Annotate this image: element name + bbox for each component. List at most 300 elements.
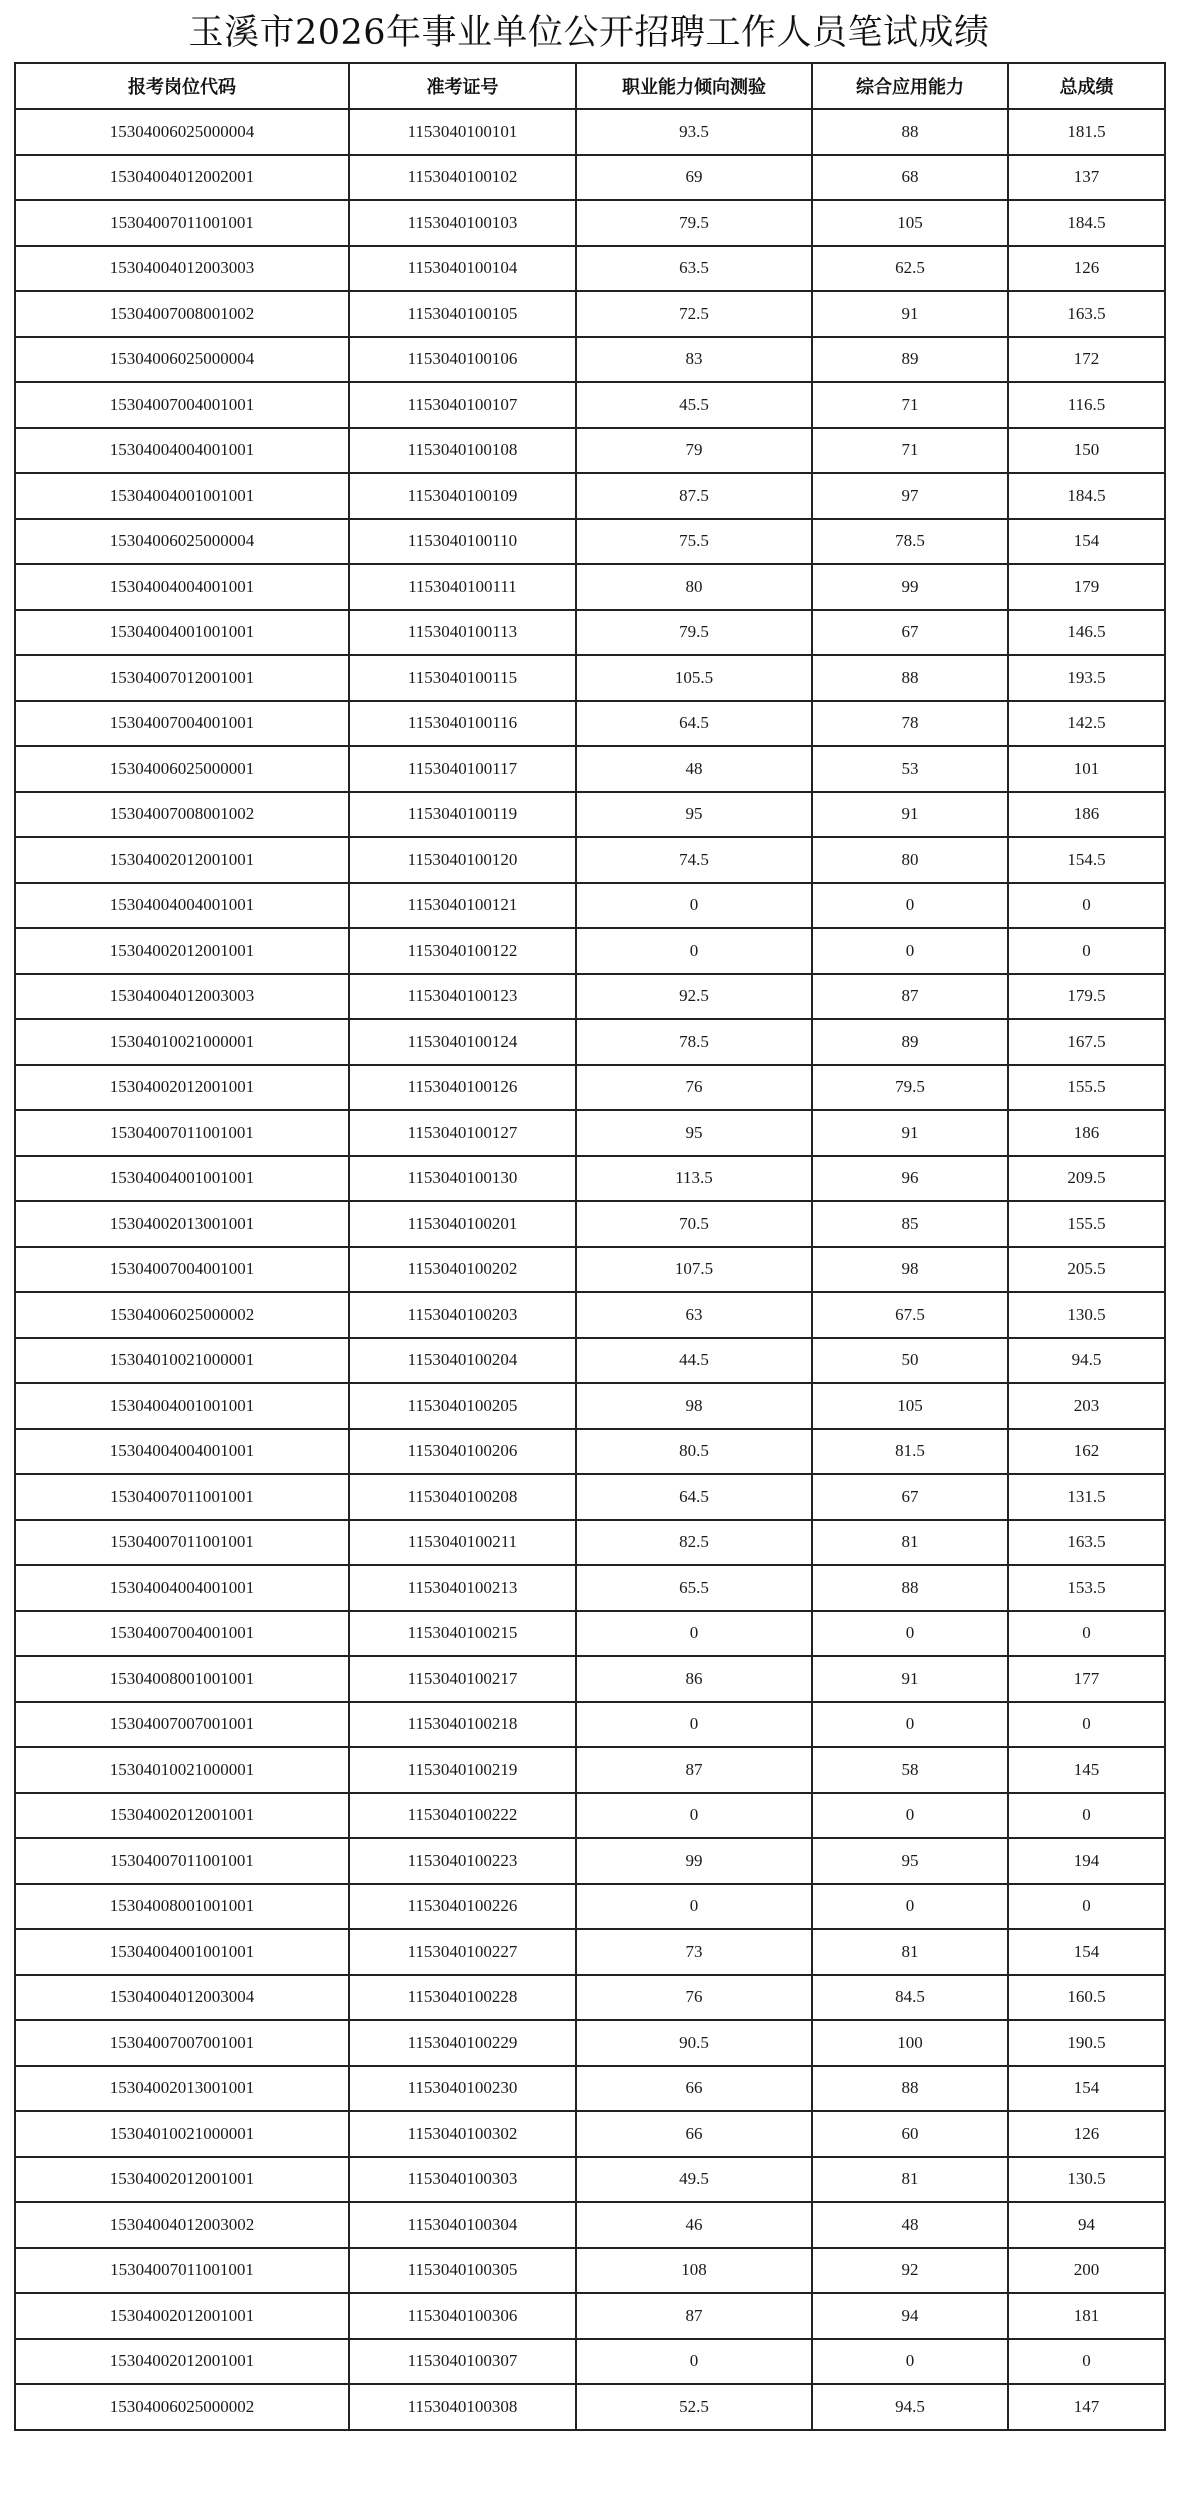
applied-ability-score-cell: 67 xyxy=(812,1474,1008,1520)
table-row xyxy=(15,1019,1165,1065)
position-code-cell: 15304002012001001 xyxy=(15,2157,349,2203)
aptitude-score-cell: 66 xyxy=(576,2066,812,2112)
aptitude-score-cell: 0 xyxy=(576,1793,812,1839)
table-row xyxy=(15,2384,1165,2430)
table-row xyxy=(15,1838,1165,1884)
aptitude-score-cell: 70.5 xyxy=(576,1201,812,1247)
admission-number-cell: 1153040100211 xyxy=(349,1520,576,1566)
position-code-cell: 15304002012001001 xyxy=(15,928,349,974)
admission-number-cell: 1153040100102 xyxy=(349,155,576,201)
aptitude-score-cell: 0 xyxy=(576,1611,812,1657)
admission-number-cell: 1153040100201 xyxy=(349,1201,576,1247)
admission-number-cell: 1153040100127 xyxy=(349,1110,576,1156)
position-code-cell: 15304007011001001 xyxy=(15,1110,349,1156)
admission-number-cell: 1153040100116 xyxy=(349,701,576,747)
total-score-cell: 130.5 xyxy=(1008,1292,1165,1338)
applied-ability-score-cell: 81 xyxy=(812,1520,1008,1566)
total-score-cell: 153.5 xyxy=(1008,1565,1165,1611)
total-score-cell: 154 xyxy=(1008,1929,1165,1975)
admission-number-cell: 1153040100230 xyxy=(349,2066,576,2112)
applied-ability-score-cell: 91 xyxy=(812,792,1008,838)
applied-ability-score-cell: 95 xyxy=(812,1838,1008,1884)
aptitude-score-cell: 92.5 xyxy=(576,974,812,1020)
table-row xyxy=(15,382,1165,428)
total-score-cell: 131.5 xyxy=(1008,1474,1165,1520)
position-code-cell: 15304006025000001 xyxy=(15,746,349,792)
table-row xyxy=(15,1656,1165,1702)
admission-number-cell: 1153040100205 xyxy=(349,1383,576,1429)
table-row xyxy=(15,837,1165,883)
aptitude-score-cell: 79.5 xyxy=(576,610,812,656)
applied-ability-score-cell: 100 xyxy=(812,2020,1008,2066)
total-score-cell: 209.5 xyxy=(1008,1156,1165,1202)
position-code-cell: 15304004004001001 xyxy=(15,883,349,929)
table-row xyxy=(15,1474,1165,1520)
aptitude-score-cell: 52.5 xyxy=(576,2384,812,2430)
table-row xyxy=(15,1929,1165,1975)
applied-ability-score-cell: 0 xyxy=(812,1611,1008,1657)
aptitude-score-cell: 64.5 xyxy=(576,1474,812,1520)
position-code-cell: 15304002012001001 xyxy=(15,2293,349,2339)
admission-number-cell: 1153040100110 xyxy=(349,519,576,565)
applied-ability-score-cell: 88 xyxy=(812,655,1008,701)
admission-number-cell: 1153040100115 xyxy=(349,655,576,701)
admission-number-cell: 1153040100208 xyxy=(349,1474,576,1520)
applied-ability-score-cell: 89 xyxy=(812,337,1008,383)
applied-ability-score-cell: 68 xyxy=(812,155,1008,201)
admission-number-cell: 1153040100303 xyxy=(349,2157,576,2203)
admission-number-cell: 1153040100215 xyxy=(349,1611,576,1657)
total-score-cell: 0 xyxy=(1008,1702,1165,1748)
aptitude-score-cell: 82.5 xyxy=(576,1520,812,1566)
total-score-cell: 130.5 xyxy=(1008,2157,1165,2203)
applied-ability-score-cell: 71 xyxy=(812,382,1008,428)
admission-number-cell: 1153040100227 xyxy=(349,1929,576,1975)
applied-ability-score-cell: 53 xyxy=(812,746,1008,792)
applied-ability-score-cell: 88 xyxy=(812,1565,1008,1611)
admission-number-cell: 1153040100204 xyxy=(349,1338,576,1384)
admission-number-cell: 1153040100202 xyxy=(349,1247,576,1293)
table-row xyxy=(15,610,1165,656)
admission-number-cell: 1153040100130 xyxy=(349,1156,576,1202)
table-row xyxy=(15,2020,1165,2066)
table-row xyxy=(15,928,1165,974)
applied-ability-score-cell: 94.5 xyxy=(812,2384,1008,2430)
table-row xyxy=(15,1793,1165,1839)
position-code-cell: 15304007008001002 xyxy=(15,291,349,337)
total-score-cell: 167.5 xyxy=(1008,1019,1165,1065)
position-code-cell: 15304002013001001 xyxy=(15,1201,349,1247)
table-row xyxy=(15,1429,1165,1475)
applied-ability-score-cell: 105 xyxy=(812,200,1008,246)
admission-number-cell: 1153040100111 xyxy=(349,564,576,610)
applied-ability-score-cell: 91 xyxy=(812,1110,1008,1156)
table-row xyxy=(15,428,1165,474)
table-row xyxy=(15,1201,1165,1247)
applied-ability-score-cell: 96 xyxy=(812,1156,1008,1202)
admission-number-cell: 1153040100218 xyxy=(349,1702,576,1748)
header-position-code: 报考岗位代码 xyxy=(15,63,349,109)
applied-ability-score-cell: 92 xyxy=(812,2248,1008,2294)
admission-number-cell: 1153040100104 xyxy=(349,246,576,292)
total-score-cell: 0 xyxy=(1008,1611,1165,1657)
aptitude-score-cell: 76 xyxy=(576,1065,812,1111)
position-code-cell: 15304008001001001 xyxy=(15,1884,349,1930)
admission-number-cell: 1153040100119 xyxy=(349,792,576,838)
aptitude-score-cell: 107.5 xyxy=(576,1247,812,1293)
position-code-cell: 15304004004001001 xyxy=(15,428,349,474)
total-score-cell: 177 xyxy=(1008,1656,1165,1702)
position-code-cell: 15304007011001001 xyxy=(15,200,349,246)
applied-ability-score-cell: 98 xyxy=(812,1247,1008,1293)
header-total-score: 总成绩 xyxy=(1008,63,1165,109)
applied-ability-score-cell: 0 xyxy=(812,1884,1008,1930)
table-row xyxy=(15,883,1165,929)
applied-ability-score-cell: 84.5 xyxy=(812,1975,1008,2021)
position-code-cell: 15304007008001002 xyxy=(15,792,349,838)
applied-ability-score-cell: 85 xyxy=(812,1201,1008,1247)
position-code-cell: 15304007011001001 xyxy=(15,1474,349,1520)
position-code-cell: 15304004012003003 xyxy=(15,246,349,292)
aptitude-score-cell: 48 xyxy=(576,746,812,792)
aptitude-score-cell: 108 xyxy=(576,2248,812,2294)
total-score-cell: 0 xyxy=(1008,883,1165,929)
applied-ability-score-cell: 88 xyxy=(812,109,1008,155)
total-score-cell: 179 xyxy=(1008,564,1165,610)
table-row xyxy=(15,291,1165,337)
total-score-cell: 0 xyxy=(1008,928,1165,974)
table-row xyxy=(15,109,1165,155)
applied-ability-score-cell: 48 xyxy=(812,2202,1008,2248)
admission-number-cell: 1153040100302 xyxy=(349,2111,576,2157)
aptitude-score-cell: 98 xyxy=(576,1383,812,1429)
total-score-cell: 145 xyxy=(1008,1747,1165,1793)
position-code-cell: 15304007007001001 xyxy=(15,1702,349,1748)
aptitude-score-cell: 73 xyxy=(576,1929,812,1975)
total-score-cell: 181 xyxy=(1008,2293,1165,2339)
admission-number-cell: 1153040100228 xyxy=(349,1975,576,2021)
position-code-cell: 15304007004001001 xyxy=(15,382,349,428)
total-score-cell: 186 xyxy=(1008,1110,1165,1156)
applied-ability-score-cell: 79.5 xyxy=(812,1065,1008,1111)
aptitude-score-cell: 95 xyxy=(576,1110,812,1156)
table-row xyxy=(15,200,1165,246)
aptitude-score-cell: 78.5 xyxy=(576,1019,812,1065)
total-score-cell: 150 xyxy=(1008,428,1165,474)
applied-ability-score-cell: 58 xyxy=(812,1747,1008,1793)
admission-number-cell: 1153040100206 xyxy=(349,1429,576,1475)
table-row xyxy=(15,1247,1165,1293)
total-score-cell: 155.5 xyxy=(1008,1201,1165,1247)
position-code-cell: 15304007011001001 xyxy=(15,2248,349,2294)
table-row xyxy=(15,337,1165,383)
total-score-cell: 94 xyxy=(1008,2202,1165,2248)
aptitude-score-cell: 79.5 xyxy=(576,200,812,246)
admission-number-cell: 1153040100106 xyxy=(349,337,576,383)
header-applied-ability: 综合应用能力 xyxy=(812,63,1008,109)
aptitude-score-cell: 80.5 xyxy=(576,1429,812,1475)
total-score-cell: 184.5 xyxy=(1008,200,1165,246)
total-score-cell: 154.5 xyxy=(1008,837,1165,883)
admission-number-cell: 1153040100219 xyxy=(349,1747,576,1793)
aptitude-score-cell: 69 xyxy=(576,155,812,201)
aptitude-score-cell: 87.5 xyxy=(576,473,812,519)
aptitude-score-cell: 46 xyxy=(576,2202,812,2248)
total-score-cell: 163.5 xyxy=(1008,291,1165,337)
table-row xyxy=(15,1884,1165,1930)
table-row xyxy=(15,519,1165,565)
table-row xyxy=(15,1110,1165,1156)
aptitude-score-cell: 87 xyxy=(576,1747,812,1793)
position-code-cell: 15304004012002001 xyxy=(15,155,349,201)
table-row xyxy=(15,1292,1165,1338)
aptitude-score-cell: 72.5 xyxy=(576,291,812,337)
position-code-cell: 15304004004001001 xyxy=(15,564,349,610)
aptitude-score-cell: 87 xyxy=(576,2293,812,2339)
applied-ability-score-cell: 50 xyxy=(812,1338,1008,1384)
aptitude-score-cell: 74.5 xyxy=(576,837,812,883)
position-code-cell: 15304007004001001 xyxy=(15,1611,349,1657)
position-code-cell: 15304010021000001 xyxy=(15,2111,349,2157)
applied-ability-score-cell: 60 xyxy=(812,2111,1008,2157)
admission-number-cell: 1153040100308 xyxy=(349,2384,576,2430)
admission-number-cell: 1153040100305 xyxy=(349,2248,576,2294)
position-code-cell: 15304006025000004 xyxy=(15,337,349,383)
table-row xyxy=(15,1565,1165,1611)
applied-ability-score-cell: 78.5 xyxy=(812,519,1008,565)
table-row xyxy=(15,1156,1165,1202)
aptitude-score-cell: 0 xyxy=(576,928,812,974)
applied-ability-score-cell: 0 xyxy=(812,1793,1008,1839)
total-score-cell: 126 xyxy=(1008,2111,1165,2157)
position-code-cell: 15304004001001001 xyxy=(15,610,349,656)
admission-number-cell: 1153040100304 xyxy=(349,2202,576,2248)
applied-ability-score-cell: 71 xyxy=(812,428,1008,474)
table-row xyxy=(15,1747,1165,1793)
applied-ability-score-cell: 88 xyxy=(812,2066,1008,2112)
position-code-cell: 15304006025000004 xyxy=(15,109,349,155)
aptitude-score-cell: 0 xyxy=(576,1702,812,1748)
total-score-cell: 94.5 xyxy=(1008,1338,1165,1384)
table-row xyxy=(15,792,1165,838)
applied-ability-score-cell: 80 xyxy=(812,837,1008,883)
total-score-cell: 181.5 xyxy=(1008,109,1165,155)
total-score-cell: 147 xyxy=(1008,2384,1165,2430)
table-row xyxy=(15,2202,1165,2248)
admission-number-cell: 1153040100213 xyxy=(349,1565,576,1611)
applied-ability-score-cell: 0 xyxy=(812,1702,1008,1748)
total-score-cell: 146.5 xyxy=(1008,610,1165,656)
table-row xyxy=(15,1065,1165,1111)
position-code-cell: 15304004004001001 xyxy=(15,1565,349,1611)
total-score-cell: 194 xyxy=(1008,1838,1165,1884)
applied-ability-score-cell: 81 xyxy=(812,2157,1008,2203)
applied-ability-score-cell: 0 xyxy=(812,2339,1008,2385)
applied-ability-score-cell: 0 xyxy=(812,883,1008,929)
table-row xyxy=(15,701,1165,747)
applied-ability-score-cell: 91 xyxy=(812,291,1008,337)
total-score-cell: 200 xyxy=(1008,2248,1165,2294)
table-row xyxy=(15,974,1165,1020)
document-title: 玉溪市2026年事业单位公开招聘工作人员笔试成绩 xyxy=(14,0,1164,63)
admission-number-cell: 1153040100113 xyxy=(349,610,576,656)
applied-ability-score-cell: 62.5 xyxy=(812,246,1008,292)
position-code-cell: 15304007004001001 xyxy=(15,701,349,747)
applied-ability-score-cell: 67.5 xyxy=(812,1292,1008,1338)
position-code-cell: 15304010021000001 xyxy=(15,1019,349,1065)
table-row xyxy=(15,1520,1165,1566)
admission-number-cell: 1153040100109 xyxy=(349,473,576,519)
applied-ability-score-cell: 99 xyxy=(812,564,1008,610)
table-row xyxy=(15,564,1165,610)
table-row xyxy=(15,155,1165,201)
total-score-cell: 179.5 xyxy=(1008,974,1165,1020)
position-code-cell: 15304006025000004 xyxy=(15,519,349,565)
applied-ability-score-cell: 105 xyxy=(812,1383,1008,1429)
aptitude-score-cell: 99 xyxy=(576,1838,812,1884)
applied-ability-score-cell: 89 xyxy=(812,1019,1008,1065)
admission-number-cell: 1153040100306 xyxy=(349,2293,576,2339)
total-score-cell: 172 xyxy=(1008,337,1165,383)
aptitude-score-cell: 0 xyxy=(576,2339,812,2385)
position-code-cell: 15304002012001001 xyxy=(15,837,349,883)
table-row xyxy=(15,655,1165,701)
applied-ability-score-cell: 91 xyxy=(812,1656,1008,1702)
position-code-cell: 15304002013001001 xyxy=(15,2066,349,2112)
admission-number-cell: 1153040100123 xyxy=(349,974,576,1020)
total-score-cell: 155.5 xyxy=(1008,1065,1165,1111)
position-code-cell: 15304007007001001 xyxy=(15,2020,349,2066)
table-row xyxy=(15,2248,1165,2294)
table-row xyxy=(15,2339,1165,2385)
admission-number-cell: 1153040100126 xyxy=(349,1065,576,1111)
total-score-cell: 126 xyxy=(1008,246,1165,292)
aptitude-score-cell: 45.5 xyxy=(576,382,812,428)
position-code-cell: 15304002012001001 xyxy=(15,1065,349,1111)
aptitude-score-cell: 105.5 xyxy=(576,655,812,701)
table-row xyxy=(15,1383,1165,1429)
aptitude-score-cell: 63.5 xyxy=(576,246,812,292)
applied-ability-score-cell: 94 xyxy=(812,2293,1008,2339)
total-score-cell: 116.5 xyxy=(1008,382,1165,428)
position-code-cell: 15304002012001001 xyxy=(15,2339,349,2385)
position-code-cell: 15304006025000002 xyxy=(15,2384,349,2430)
table-row xyxy=(15,2157,1165,2203)
admission-number-cell: 1153040100226 xyxy=(349,1884,576,1930)
applied-ability-score-cell: 81 xyxy=(812,1929,1008,1975)
table-row xyxy=(15,2293,1165,2339)
scores-table xyxy=(14,62,1166,2431)
position-code-cell: 15304004012003003 xyxy=(15,974,349,1020)
admission-number-cell: 1153040100229 xyxy=(349,2020,576,2066)
admission-number-cell: 1153040100122 xyxy=(349,928,576,974)
applied-ability-score-cell: 78 xyxy=(812,701,1008,747)
admission-number-cell: 1153040100103 xyxy=(349,200,576,246)
position-code-cell: 15304008001001001 xyxy=(15,1656,349,1702)
position-code-cell: 15304004001001001 xyxy=(15,1383,349,1429)
position-code-cell: 15304006025000002 xyxy=(15,1292,349,1338)
total-score-cell: 154 xyxy=(1008,519,1165,565)
table-row xyxy=(15,473,1165,519)
table-row xyxy=(15,1975,1165,2021)
aptitude-score-cell: 95 xyxy=(576,792,812,838)
admission-number-cell: 1153040100117 xyxy=(349,746,576,792)
aptitude-score-cell: 44.5 xyxy=(576,1338,812,1384)
position-code-cell: 15304007012001001 xyxy=(15,655,349,701)
total-score-cell: 163.5 xyxy=(1008,1520,1165,1566)
total-score-cell: 193.5 xyxy=(1008,655,1165,701)
admission-number-cell: 1153040100307 xyxy=(349,2339,576,2385)
total-score-cell: 137 xyxy=(1008,155,1165,201)
position-code-cell: 15304004012003004 xyxy=(15,1975,349,2021)
position-code-cell: 15304010021000001 xyxy=(15,1747,349,1793)
table-row xyxy=(15,1611,1165,1657)
aptitude-score-cell: 63 xyxy=(576,1292,812,1338)
total-score-cell: 0 xyxy=(1008,2339,1165,2385)
total-score-cell: 0 xyxy=(1008,1884,1165,1930)
total-score-cell: 154 xyxy=(1008,2066,1165,2112)
position-code-cell: 15304010021000001 xyxy=(15,1338,349,1384)
admission-number-cell: 1153040100222 xyxy=(349,1793,576,1839)
aptitude-score-cell: 49.5 xyxy=(576,2157,812,2203)
applied-ability-score-cell: 97 xyxy=(812,473,1008,519)
table-row xyxy=(15,1702,1165,1748)
aptitude-score-cell: 113.5 xyxy=(576,1156,812,1202)
total-score-cell: 205.5 xyxy=(1008,1247,1165,1293)
table-header-row xyxy=(15,63,1165,109)
applied-ability-score-cell: 81.5 xyxy=(812,1429,1008,1475)
position-code-cell: 15304004001001001 xyxy=(15,1156,349,1202)
admission-number-cell: 1153040100203 xyxy=(349,1292,576,1338)
aptitude-score-cell: 93.5 xyxy=(576,109,812,155)
admission-number-cell: 1153040100120 xyxy=(349,837,576,883)
position-code-cell: 15304004004001001 xyxy=(15,1429,349,1475)
position-code-cell: 15304004001001001 xyxy=(15,473,349,519)
table-body xyxy=(15,109,1165,2430)
position-code-cell: 15304004001001001 xyxy=(15,1929,349,1975)
applied-ability-score-cell: 67 xyxy=(812,610,1008,656)
aptitude-score-cell: 80 xyxy=(576,564,812,610)
aptitude-score-cell: 76 xyxy=(576,1975,812,2021)
admission-number-cell: 1153040100223 xyxy=(349,1838,576,1884)
position-code-cell: 15304004012003002 xyxy=(15,2202,349,2248)
table-row xyxy=(15,746,1165,792)
aptitude-score-cell: 0 xyxy=(576,1884,812,1930)
admission-number-cell: 1153040100101 xyxy=(349,109,576,155)
total-score-cell: 190.5 xyxy=(1008,2020,1165,2066)
aptitude-score-cell: 83 xyxy=(576,337,812,383)
header-aptitude-test: 职业能力倾向测验 xyxy=(576,63,812,109)
table-row xyxy=(15,246,1165,292)
position-code-cell: 15304002012001001 xyxy=(15,1793,349,1839)
admission-number-cell: 1153040100121 xyxy=(349,883,576,929)
total-score-cell: 0 xyxy=(1008,1793,1165,1839)
admission-number-cell: 1153040100108 xyxy=(349,428,576,474)
aptitude-score-cell: 86 xyxy=(576,1656,812,1702)
total-score-cell: 203 xyxy=(1008,1383,1165,1429)
admission-number-cell: 1153040100217 xyxy=(349,1656,576,1702)
admission-number-cell: 1153040100107 xyxy=(349,382,576,428)
aptitude-score-cell: 0 xyxy=(576,883,812,929)
total-score-cell: 186 xyxy=(1008,792,1165,838)
header-admission-number: 准考证号 xyxy=(349,63,576,109)
table-row xyxy=(15,1338,1165,1384)
aptitude-score-cell: 64.5 xyxy=(576,701,812,747)
watermark xyxy=(680,2475,880,2491)
total-score-cell: 184.5 xyxy=(1008,473,1165,519)
aptitude-score-cell: 79 xyxy=(576,428,812,474)
total-score-cell: 101 xyxy=(1008,746,1165,792)
